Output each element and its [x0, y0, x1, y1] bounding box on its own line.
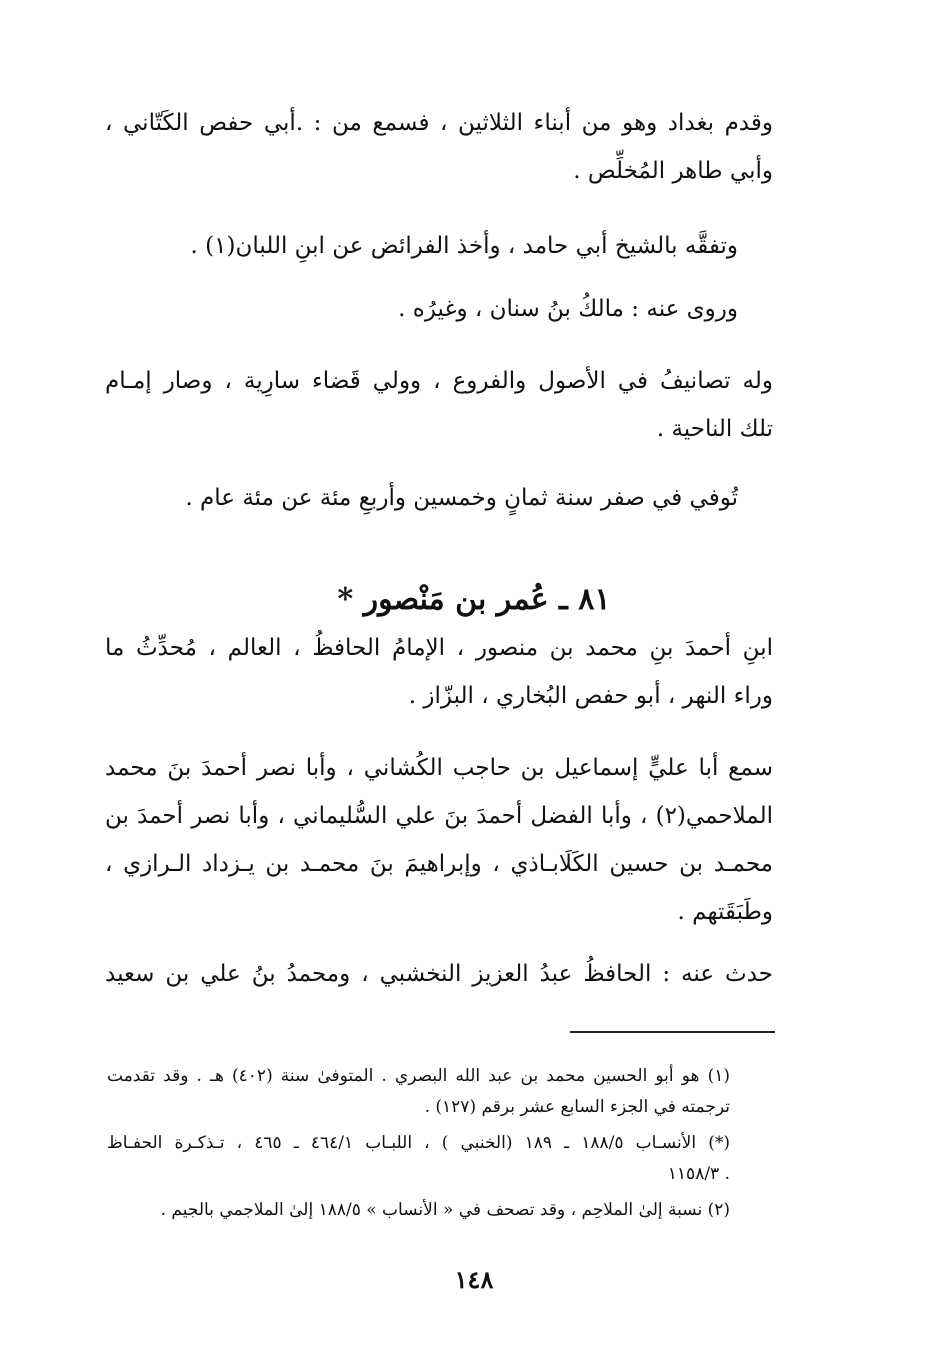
footnote-line: (٢) نسبة إلىٰ الملاحِم ، وقد تصحف في « الأنساب » ١٨٨/٥ إلىٰ الملاجمي بالجيم .	[160, 1200, 730, 1220]
footnote-line: (١) هو أبو الحسين محمد بن عبد الله البصري . المتوفىٰ سنة (٤٠٢) هـ . وقد تقدمت	[107, 1066, 730, 1086]
body-line: وروى عنه : مالكُ بنُ سنان ، وغيرُه .	[398, 296, 738, 322]
footnote-line: ترجمته في الجزء السابع عشر برقم (١٢٧) .	[424, 1097, 730, 1117]
body-line: وراء النهر ، أبو حفص البُخاري ، البزّاز .	[408, 683, 773, 709]
body-line: وأبي طاهر المُخلِّص .	[573, 158, 773, 184]
body-line: سمع أبا عليٍّ إسماعيل بن حاجب الكُشاني ، وأبا نصر أحمدَ بنَ محمد	[105, 755, 773, 781]
footnote-divider	[570, 1031, 775, 1033]
body-line: وتفقَّه بالشيخ أبي حامد ، وأخذ الفرائض عن ابنِ اللبان(١) .	[190, 233, 738, 259]
entry-heading: ٨١ ـ عُمر بن مَنْصور *	[337, 581, 611, 617]
body-line: وقدم بغداد وهو من أبناء الثلاثين ، فسمع من : .أبي حفص الكَتّاني ،	[105, 110, 773, 136]
body-line: وله تصانيفُ في الأصول والفروع ، وولي قَضاء سارِية ، وصار إمـام	[105, 368, 773, 394]
body-line: وطَبَقَتهم .	[677, 899, 773, 925]
page-number: ١٤٨	[454, 1265, 494, 1294]
body-line: تلك الناحية .	[656, 416, 773, 442]
body-line: حدث عنه : الحافظُ عبدُ العزيز النخشبي ، ومحمدُ بنُ علي بن سعيد	[105, 961, 773, 987]
footnote-line: ١١٥٨/٣ .	[667, 1164, 730, 1184]
body-line: الملاحمي(٢) ، وأبا الفضل أحمدَ بنَ علي السُّليماني ، وأبا نصر أحمدَ بن	[105, 803, 773, 829]
body-line: تُوفي في صفر سنة ثمانٍ وخمسين وأربعِ مئة عن مئة عام .	[185, 485, 738, 511]
body-line: محمـد بن حسين الكَلَابـاذي ، وإبراهيمَ بنَ محمـد بن يـزداد الـرازي ،	[105, 851, 773, 877]
body-line: ابنِ أحمدَ بنِ محمد بن منصور ، الإمامُ الحافظُ ، العالم ، مُحدِّثُ ما	[105, 635, 773, 661]
footnote-line: (*) الأنسـاب ١٨٨/٥ ـ ١٨٩ (الخنبي ) ، اللبـاب ٤٦٤/١ ـ ٤٦٥ ، تـذكـرة الحفـاظ	[107, 1133, 730, 1153]
